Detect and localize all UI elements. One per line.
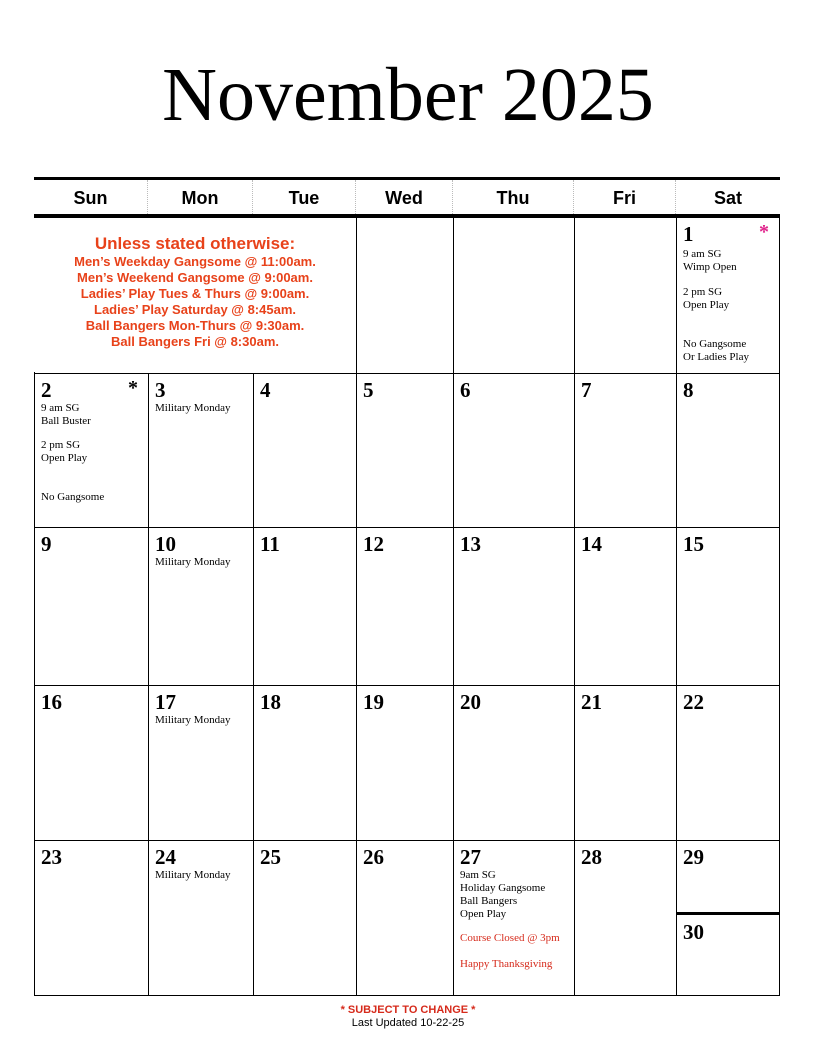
day-number: 1: [683, 222, 694, 246]
day-number-29: 29: [683, 845, 704, 869]
weekday-sat: Sat: [713, 188, 742, 208]
day-number: 14: [581, 532, 602, 556]
event-text: Military Monday: [155, 869, 231, 881]
day-cell-2[interactable]: [34, 373, 149, 528]
day-cell-24[interactable]: [148, 840, 254, 996]
event-text: Military Monday: [155, 402, 231, 414]
note-line: Ladies’ Play Tues & Thurs @ 9:00am.: [80, 286, 310, 301]
day-cell-20[interactable]: [453, 685, 575, 841]
day-number: 23: [41, 845, 62, 869]
day-number: 12: [363, 532, 384, 556]
day-number: 28: [581, 845, 602, 869]
day-cell-17[interactable]: [148, 685, 254, 841]
subject-to-change-notice: * SUBJECT TO CHANGE *: [340, 1004, 476, 1016]
day-cell-3[interactable]: [148, 373, 254, 528]
note-line: Men’s Weekend Gangsome @ 9:00am.: [77, 270, 313, 285]
event-text: No Gangsome Or Ladies Play: [683, 338, 749, 363]
day-number: 22: [683, 690, 704, 714]
day-cell-11[interactable]: [253, 527, 357, 686]
event-text: 9am SG Holiday Gangsome Ball Bangers Open Play: [460, 869, 546, 920]
day-cell-10[interactable]: [148, 527, 254, 686]
event-text-red: Course Closed @ 3pm: [460, 932, 560, 944]
day-cell-8[interactable]: [676, 373, 780, 528]
note-line: Ladies’ Play Saturday @ 8:45am.: [94, 302, 296, 317]
day-cell-14[interactable]: [574, 527, 677, 686]
day-number: 26: [363, 845, 384, 869]
day-cell-6[interactable]: [453, 373, 575, 528]
day-number: 9: [41, 532, 52, 556]
day-cell-28[interactable]: [574, 840, 677, 996]
weekday-mon: Mon: [148, 180, 253, 214]
day-cell-19[interactable]: [356, 685, 454, 841]
day-cell-15[interactable]: [676, 527, 780, 686]
day-cell-empty: [356, 217, 454, 374]
weekday-tue: Tue: [253, 180, 356, 214]
day-number: 21: [581, 690, 602, 714]
weekday-thu: Thu: [453, 180, 574, 214]
day-number: 16: [41, 690, 62, 714]
day-cell-16[interactable]: [34, 685, 149, 841]
day-cell-12[interactable]: [356, 527, 454, 686]
day-number: 17: [155, 690, 176, 714]
day-cell-1[interactable]: [676, 217, 780, 374]
event-text: 9 am SG Ball Buster: [41, 402, 91, 427]
event-text: Military Monday: [155, 714, 231, 726]
event-text: 2 pm SG Open Play: [41, 439, 88, 464]
day-number: 4: [260, 378, 271, 402]
event-text: 2 pm SG Open Play: [683, 286, 730, 311]
day-cell-26[interactable]: [356, 840, 454, 996]
note-heading: Unless stated otherwise:: [94, 234, 296, 253]
event-text-red: Happy Thanksgiving: [460, 958, 553, 970]
day-cell-4[interactable]: [253, 373, 357, 528]
day-number: 25: [260, 845, 281, 869]
day-number: 11: [260, 532, 280, 556]
day-number: 20: [460, 690, 481, 714]
day-number: 13: [460, 532, 481, 556]
day-number: 5: [363, 378, 374, 402]
day-number: 19: [363, 690, 384, 714]
star-marker: *: [759, 221, 769, 243]
day-number-30: 30: [683, 920, 704, 944]
day-number: 2: [41, 378, 52, 402]
day-number: 27: [460, 845, 481, 869]
day-cell-13[interactable]: [453, 527, 575, 686]
event-text: 9 am SG Wimp Open: [683, 248, 737, 273]
day-cell-29-30[interactable]: [676, 840, 780, 996]
day-split-divider: [677, 912, 780, 915]
event-text: No Gangsome: [41, 491, 105, 503]
day-cell-22[interactable]: [676, 685, 780, 841]
note-line: Ball Bangers Fri @ 8:30am.: [110, 334, 280, 349]
note-line: Ball Bangers Mon-Thurs @ 9:30am.: [85, 318, 305, 333]
default-schedule-note: [34, 218, 356, 372]
day-cell-7[interactable]: [574, 373, 677, 528]
weekday-sun: Sun: [34, 180, 148, 214]
day-cell-25[interactable]: [253, 840, 357, 996]
day-cell-18[interactable]: [253, 685, 357, 841]
note-line: Men’s Weekday Gangsome @ 11:00am.: [74, 254, 316, 269]
day-cell-empty: [574, 217, 677, 374]
day-cell-23[interactable]: [34, 840, 149, 996]
day-number: 7: [581, 378, 592, 402]
weekday-header: [34, 177, 780, 217]
day-cell-21[interactable]: [574, 685, 677, 841]
weekday-fri: Fri: [574, 180, 676, 214]
last-updated: Last Updated 10-22-25: [351, 1017, 465, 1029]
day-number: 8: [683, 378, 694, 402]
day-cell-empty: [453, 217, 575, 374]
footer: [0, 1004, 816, 1030]
day-number: 15: [683, 532, 704, 556]
day-number: 10: [155, 532, 176, 556]
event-text: Military Monday: [155, 556, 231, 568]
day-number: 24: [155, 845, 176, 869]
day-number: 18: [260, 690, 281, 714]
day-cell-5[interactable]: [356, 373, 454, 528]
day-number: 6: [460, 378, 471, 402]
weekday-wed: Wed: [356, 180, 453, 214]
day-number: 3: [155, 378, 166, 402]
day-cell-9[interactable]: [34, 527, 149, 686]
day-cell-27[interactable]: [453, 840, 575, 996]
star-marker: *: [128, 377, 138, 399]
calendar-title: November 2025: [162, 53, 654, 137]
